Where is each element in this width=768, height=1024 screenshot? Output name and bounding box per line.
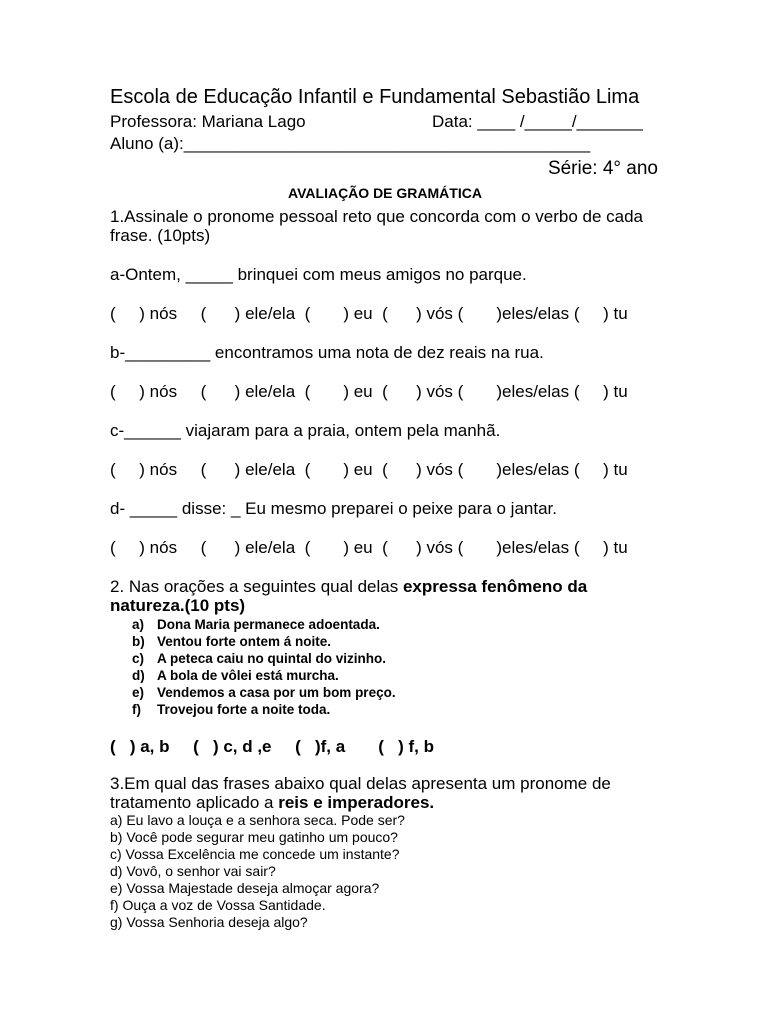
q1-sentence-a: a-Ontem, _____ brinquei com meus amigos no parque. xyxy=(110,265,527,284)
list-item xyxy=(132,701,660,718)
q1-options-b: ( ) nós ( ) ele/ela ( ) eu ( ) vós ( )eles/elas ( ) tu xyxy=(110,382,628,401)
list-item-text: Dona Maria permanece adoentada. xyxy=(157,617,380,632)
q1-options-c: ( ) nós ( ) ele/ela ( ) eu ( ) vós ( )eles/elas ( ) tu xyxy=(110,460,628,479)
list-marker: e) xyxy=(132,685,145,700)
list-item: b) Você pode segurar meu gatinho um pouco? xyxy=(110,829,398,845)
list-item-text: A peteca caiu no quintal do vizinho. xyxy=(157,651,387,666)
q1-sentence-b: b-_________ encontramos uma nota de dez reais na rua. xyxy=(110,343,544,362)
date-field: Data: ____ /_____/_______ xyxy=(432,112,643,131)
q3-prompt-plain: 3.Em qual das frases abaixo qual delas apresenta um pronome de tratamento aplicado a xyxy=(110,774,611,812)
list-marker: b) xyxy=(132,634,145,649)
teacher-name: Professora: Mariana Lago xyxy=(110,112,306,131)
list-item: d) Vovô, o senhor vai sair? xyxy=(110,863,276,879)
q3-answer-list xyxy=(110,812,660,931)
q1-sentence-c: c-______ viajaram para a praia, ontem pela manhã. xyxy=(110,421,501,440)
list-marker: c) xyxy=(132,651,145,666)
q3-prompt-bold: reis e imperadores. xyxy=(278,793,435,812)
list-item xyxy=(132,650,660,667)
list-item: c) Vossa Excelência me concede um instante? xyxy=(110,846,400,862)
list-item-text: Vendemos a casa por um bom preço. xyxy=(157,685,396,700)
list-item: g) Vossa Senhoria deseja algo? xyxy=(110,914,308,930)
list-marker: d) xyxy=(132,668,145,683)
list-item: f) Ouça a voz de Vossa Santidade. xyxy=(110,897,326,913)
q1-options-d: ( ) nós ( ) ele/ela ( ) eu ( ) vós ( )eles/elas ( ) tu xyxy=(110,538,628,557)
q2-options: ( ) a, b ( ) c, d ,e ( )f, a ( ) f, b xyxy=(110,737,434,756)
student-name-field: Aluno (a):___________________________________________ xyxy=(110,134,591,153)
school-name: Escola de Educação Infantil e Fundamental Sebastião Lima xyxy=(110,86,640,108)
question-3-prompt xyxy=(110,774,660,812)
grade-label: Série: 4° ano xyxy=(547,158,658,179)
q2-prompt-plain: 2. Nas orações a seguintes qual delas xyxy=(110,577,403,596)
list-item xyxy=(132,616,660,633)
question-1-prompt: 1.Assinale o pronome pessoal reto que concorda com o verbo de cada frase. (10pts) xyxy=(110,207,643,245)
q2-answer-list xyxy=(110,616,660,718)
list-marker: f) xyxy=(132,702,141,717)
worksheet-page xyxy=(110,85,660,931)
list-item-text: Trovejou forte a noite toda. xyxy=(157,702,331,717)
list-item xyxy=(132,667,660,684)
question-2-prompt xyxy=(110,577,660,615)
q2-prompt-bold: expressa fenômeno da natureza.(10 pts) xyxy=(110,577,588,615)
list-item: a) Eu lavo a louça e a senhora seca. Pode ser? xyxy=(110,812,405,828)
list-item xyxy=(132,633,660,650)
list-item xyxy=(132,684,660,701)
teacher-date-row xyxy=(110,111,660,133)
q1-sentence-d: d- _____ disse: _ Eu mesmo preparei o peixe para o jantar. xyxy=(110,499,557,518)
list-item-text: A bola de vôlei está murcha. xyxy=(157,668,339,683)
list-item-text: Ventou forte ontem á noite. xyxy=(157,634,332,649)
list-item: e) Vossa Majestade deseja almoçar agora? xyxy=(110,880,380,896)
worksheet-title: AVALIAÇÃO DE GRAMÁTICA xyxy=(288,185,482,201)
list-marker: a) xyxy=(132,617,145,632)
q1-options-a: ( ) nós ( ) ele/ela ( ) eu ( ) vós ( )eles/elas ( ) tu xyxy=(110,304,628,323)
